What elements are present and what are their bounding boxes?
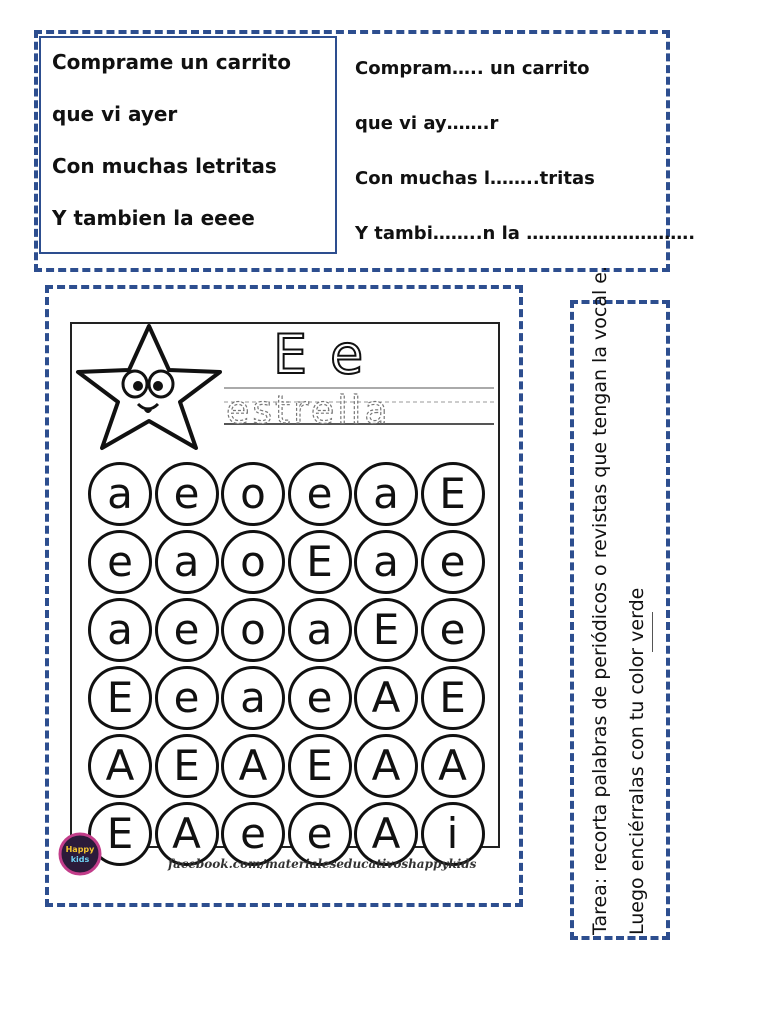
header-lower: e bbox=[330, 325, 364, 380]
letter-circle: a bbox=[354, 462, 418, 526]
task-underline bbox=[652, 612, 653, 652]
tracing-guide bbox=[224, 382, 494, 432]
song-line-3: Con muchas letritas bbox=[52, 154, 277, 178]
letter-circle: E bbox=[288, 734, 352, 798]
letter-circle: a bbox=[155, 530, 219, 594]
guide-word: estrella bbox=[226, 388, 391, 432]
letter-circle: E bbox=[88, 802, 152, 866]
fill-line-4: Y tambi……..n la ………………………. bbox=[355, 223, 696, 244]
letter-circle: e bbox=[221, 802, 285, 866]
letter-circle: a bbox=[288, 598, 352, 662]
letter-circle: e bbox=[155, 666, 219, 730]
fill-line-3: Con muchas l……..tritas bbox=[355, 168, 595, 189]
letter-circle: E bbox=[354, 598, 418, 662]
letter-circle: A bbox=[155, 802, 219, 866]
letter-circle: a bbox=[221, 666, 285, 730]
letter-circle: A bbox=[354, 666, 418, 730]
letter-circle: A bbox=[88, 734, 152, 798]
task-instruction-2: Luego enciérralas con tu color verde bbox=[626, 587, 648, 935]
happy-kids-logo-icon bbox=[58, 832, 102, 876]
letter-circle: A bbox=[421, 734, 485, 798]
star-mascot-icon bbox=[74, 322, 224, 452]
letter-circle: E bbox=[88, 666, 152, 730]
task-instruction-1: Tarea: recorta palabras de periódicos o revistas que tengan la vocal e. bbox=[589, 265, 611, 935]
letter-circle: i bbox=[421, 802, 485, 866]
letter-circle: e bbox=[155, 598, 219, 662]
letter-circle: A bbox=[354, 802, 418, 866]
letter-circle: E bbox=[155, 734, 219, 798]
letter-circle: o bbox=[221, 598, 285, 662]
letter-circle: e bbox=[88, 530, 152, 594]
letter-circle: a bbox=[88, 598, 152, 662]
svg-text:kids: kids bbox=[70, 855, 90, 864]
letter-circle: a bbox=[88, 462, 152, 526]
letter-circle: E bbox=[421, 462, 485, 526]
letter-circle: e bbox=[288, 462, 352, 526]
facebook-credit: facebook.com/materialeseducativoshappykids bbox=[168, 857, 477, 871]
letter-circle: o bbox=[221, 530, 285, 594]
letter-circle: e bbox=[421, 598, 485, 662]
letter-circle: A bbox=[354, 734, 418, 798]
letter-circle: e bbox=[421, 530, 485, 594]
song-line-4: Y tambien la eeee bbox=[52, 206, 255, 230]
song-line-1: Comprame un carrito bbox=[52, 50, 291, 74]
letter-circle: a bbox=[354, 530, 418, 594]
letter-circle: e bbox=[288, 666, 352, 730]
header-letters bbox=[268, 325, 378, 380]
svg-text:Happy: Happy bbox=[65, 845, 95, 854]
header-upper: E bbox=[273, 325, 308, 380]
letter-circle: E bbox=[288, 530, 352, 594]
letter-circle: e bbox=[155, 462, 219, 526]
fill-line-2: que vi ay…….r bbox=[355, 113, 499, 134]
fill-line-1: Compram….. un carrito bbox=[355, 58, 590, 79]
task-section bbox=[570, 300, 670, 940]
letter-circle: E bbox=[421, 666, 485, 730]
letter-circle: e bbox=[288, 802, 352, 866]
song-line-2: que vi ayer bbox=[52, 102, 178, 126]
letter-circle: o bbox=[221, 462, 285, 526]
letter-circle: A bbox=[221, 734, 285, 798]
